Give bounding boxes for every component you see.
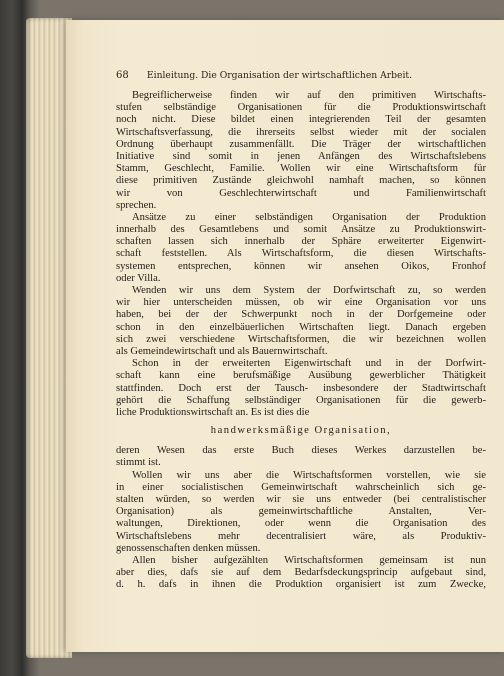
text-line: stattfinden. Doch erst der Tausch- insbesondere der Stadtwirtschaft (116, 382, 486, 394)
text-line: haben, bei der der Schwerpunkt noch in der Dorfgemeine oder (116, 309, 486, 321)
page-number: 68 (116, 70, 129, 81)
text-line: Wirtschaftsverfassung, die ihrerseits selbst wieder mit der socialen (116, 126, 486, 138)
text-line: Wollen wir uns aber die Wirtschaftsformen vorstellen, wie sie (132, 469, 486, 481)
text-line: deren Wesen das erste Buch dieses Werkes darzustellen be- (116, 445, 486, 457)
text-line: schaft feststellen. Als Wirtschaftsform, die diesen Wirtschafts- (116, 248, 486, 260)
text-line: innerhalb des Gesamtlebens und somit Ansätze zu Produktionswirt- (116, 224, 486, 236)
text-line: systemen entsprechen, können wir ansehen Oikos, Fronhof (116, 260, 486, 272)
text-line: schaft kann eine berufsmäßige Ausübung gewerblicher Thätigkeit (116, 370, 486, 382)
text-line: stimmt ist. (116, 457, 161, 469)
text-line: handwerksmäßige Organisation, (210, 425, 392, 437)
text-line: noch nicht. Diese bildet einen integrierenden Teil der gesamten (116, 114, 486, 126)
text-line: stufen selbständige Organisationen für die Produktionswirtschaft (116, 102, 486, 114)
text-line: als Gemeindewirtschaft und als Bauernwirtschaft. (116, 345, 328, 357)
text-line: Schon in der erweiterten Eigenwirtschaft und in der Dorfwirt- (132, 358, 486, 370)
text-line: wir von Geschlechterwirtschaft und Familienwirtschaft (116, 187, 486, 199)
text-line: Wenden wir uns dem System der Dorfwirtschaft zu, so werden (132, 285, 486, 296)
text-line: wir hier unterscheiden müssen, ob wir eine Organisation vor uns (116, 297, 486, 309)
text-line: schon in den einzelbäuerlichen Wirtschaften liegt. Danach ergeben (116, 321, 486, 333)
text-line: in einer socialistischen Gemeinwirtschaft wahrscheinlich sich ge- (116, 481, 486, 493)
text-line: aber dies, dafs sie auf dem Bedarfsdeckungsprincip aufgebaut sind, (116, 567, 486, 579)
text-line: stalten würden, so werden wir sie uns entweder (bei centralistischer (116, 494, 486, 505)
text-line: Stamm, Geschlecht, Familie. Wollen wir eine Wirtschaftsform für (116, 163, 486, 175)
text-line: Wirtschaftslebens mehr decentralisiert wäre, als Produktiv- (116, 530, 486, 542)
text-line: schaften lassen sich innerhalb der Sphäre erweiterter Eigenwirt- (116, 236, 486, 248)
text-line: genossenschaften denken müssen. (116, 542, 261, 554)
text-line: sprechen. (116, 199, 157, 211)
text-line: Organisation) als gemeinwirtschaftliche Anstalten, Ver- (116, 506, 486, 518)
text-line: Ansätze zu einer selbständigen Organisation der Produktion (132, 211, 486, 223)
text-line: gehört die Schaffung selbständiger Organisationen für die gewerb- (116, 394, 486, 406)
text-line: Ordnung überhaupt zusammenfällt. Die Träger der wirtschaftlichen (116, 138, 486, 150)
running-title: Einleitung. Die Organisation der wirtschaftlichen Arbeit. (146, 70, 413, 81)
running-header (116, 70, 476, 81)
text-line: sich zwei verschiedene Wirtschaftsformen, die wir bezeichnen wollen (116, 333, 486, 345)
text-line: waltungen, Direktionen, oder wenn die Organisation des (116, 518, 486, 530)
text-line: Initiative sind somit in jenen Anfängen des Wirtschaftslebens (116, 150, 486, 162)
text-line: Begreiflicherweise finden wir auf den primitiven Wirtschafts- (132, 90, 486, 101)
text-line: oder Villa. (116, 272, 161, 284)
text-line: d. h. dafs in ihnen die Produktion organisiert ist zum Zwecke, (116, 579, 486, 591)
text-line: liche Produktionswirtschaft an. Es ist dies die (116, 406, 310, 418)
text-line: diese primitiven Zustände gleichwohl namhaft machen, so können (116, 175, 486, 187)
text-line: Allen bisher aufgezählten Wirtschaftsformen gemeinsam ist nun (132, 554, 486, 566)
body-text (116, 90, 486, 592)
